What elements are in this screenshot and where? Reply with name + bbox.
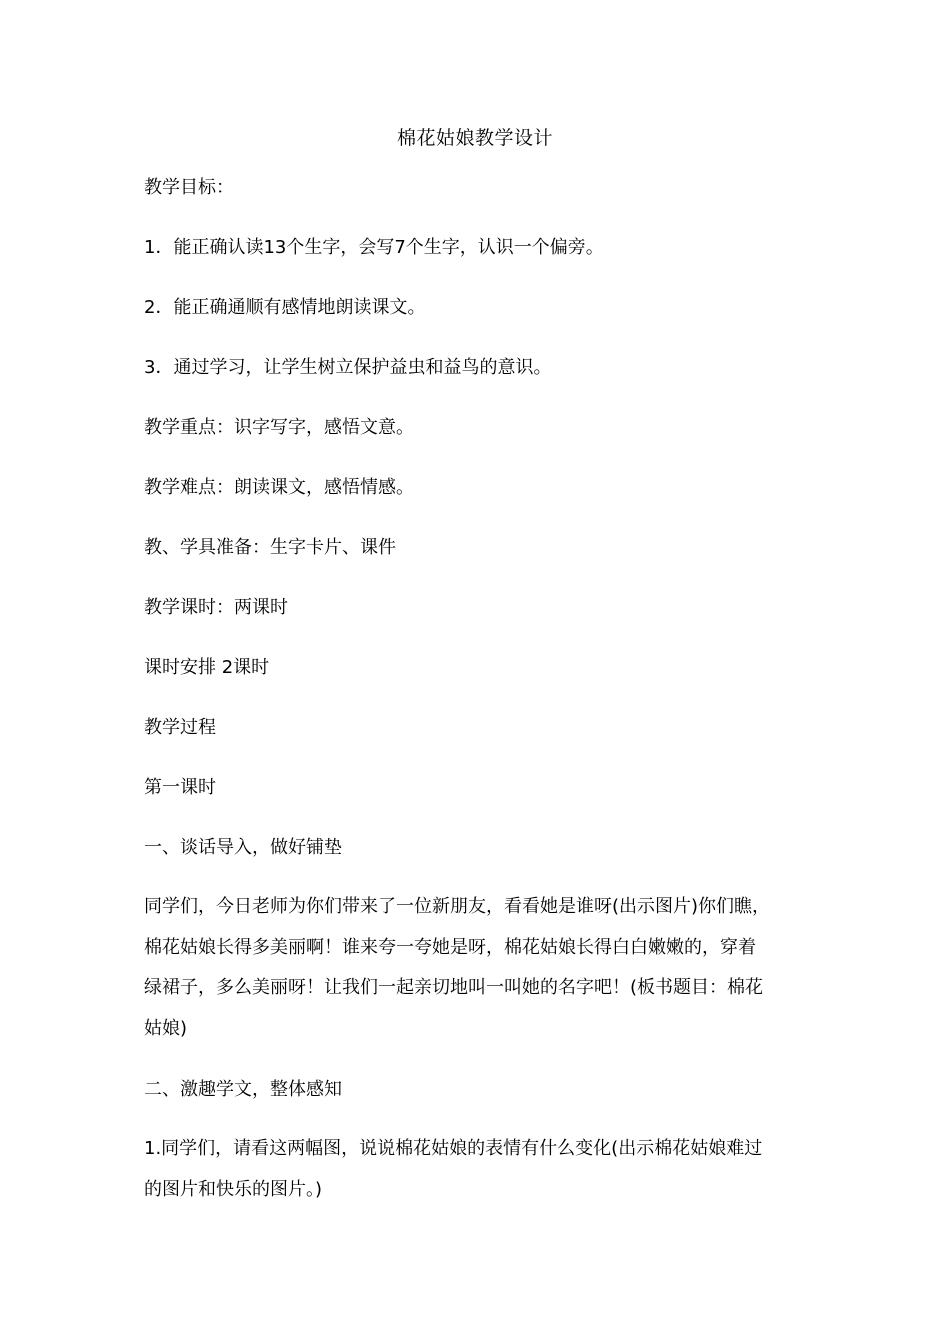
lesson-one-heading: 第一课时 [144,777,216,798]
section-one-paragraph [144,887,814,1049]
difficulties-line: 教学难点：朗读课文，感悟情感。 [144,477,414,498]
paragraph-line: 绿裙子，多么美丽呀！让我们一起亲切地叫一叫她的名字吧！(板书题目：棉花 [144,977,764,998]
class-hours-line: 教学课时：两课时 [144,597,288,618]
section-two-heading: 二、激趣学文，整体感知 [144,1079,342,1100]
key-points-line: 教学重点：识字写字，感悟文意。 [144,417,414,438]
paragraph-line: 棉花姑娘长得多美丽啊！谁来夸一夸她是呀，棉花姑娘长得白白嫩嫩的，穿着 [144,936,756,958]
schedule-line: 课时安排 2课时 [144,657,270,678]
section-two-paragraph [144,1129,814,1210]
objectives-heading: 教学目标： [144,177,234,198]
preparation-line: 教、学具准备：生字卡片、课件 [144,537,396,558]
objective-item-2: 2．能正确通顺有感情地朗读课文。 [144,297,426,318]
paragraph-line: 1.同学们，请看这两幅图，说说棉花姑娘的表情有什么变化(出示棉花姑娘难过 [144,1138,763,1159]
objective-item-3: 3．通过学习，让学生树立保护益虫和益鸟的意识。 [144,357,552,378]
process-heading: 教学过程 [144,717,216,738]
paragraph-line: 同学们，今日老师为你们带来了一位新朋友，看看她是谁呀(出示图片)你们瞧， [144,896,771,917]
section-one-heading: 一、谈话导入，做好铺垫 [144,837,342,858]
paragraph-line: 的图片和快乐的图片。) [144,1178,323,1200]
document-title: 棉花姑娘教学设计 [396,127,553,149]
paragraph-line: 姑娘) [144,1017,188,1039]
objective-item-1: 1．能正确认读13个生字，会写7个生字，认识一个偏旁。 [144,237,604,258]
